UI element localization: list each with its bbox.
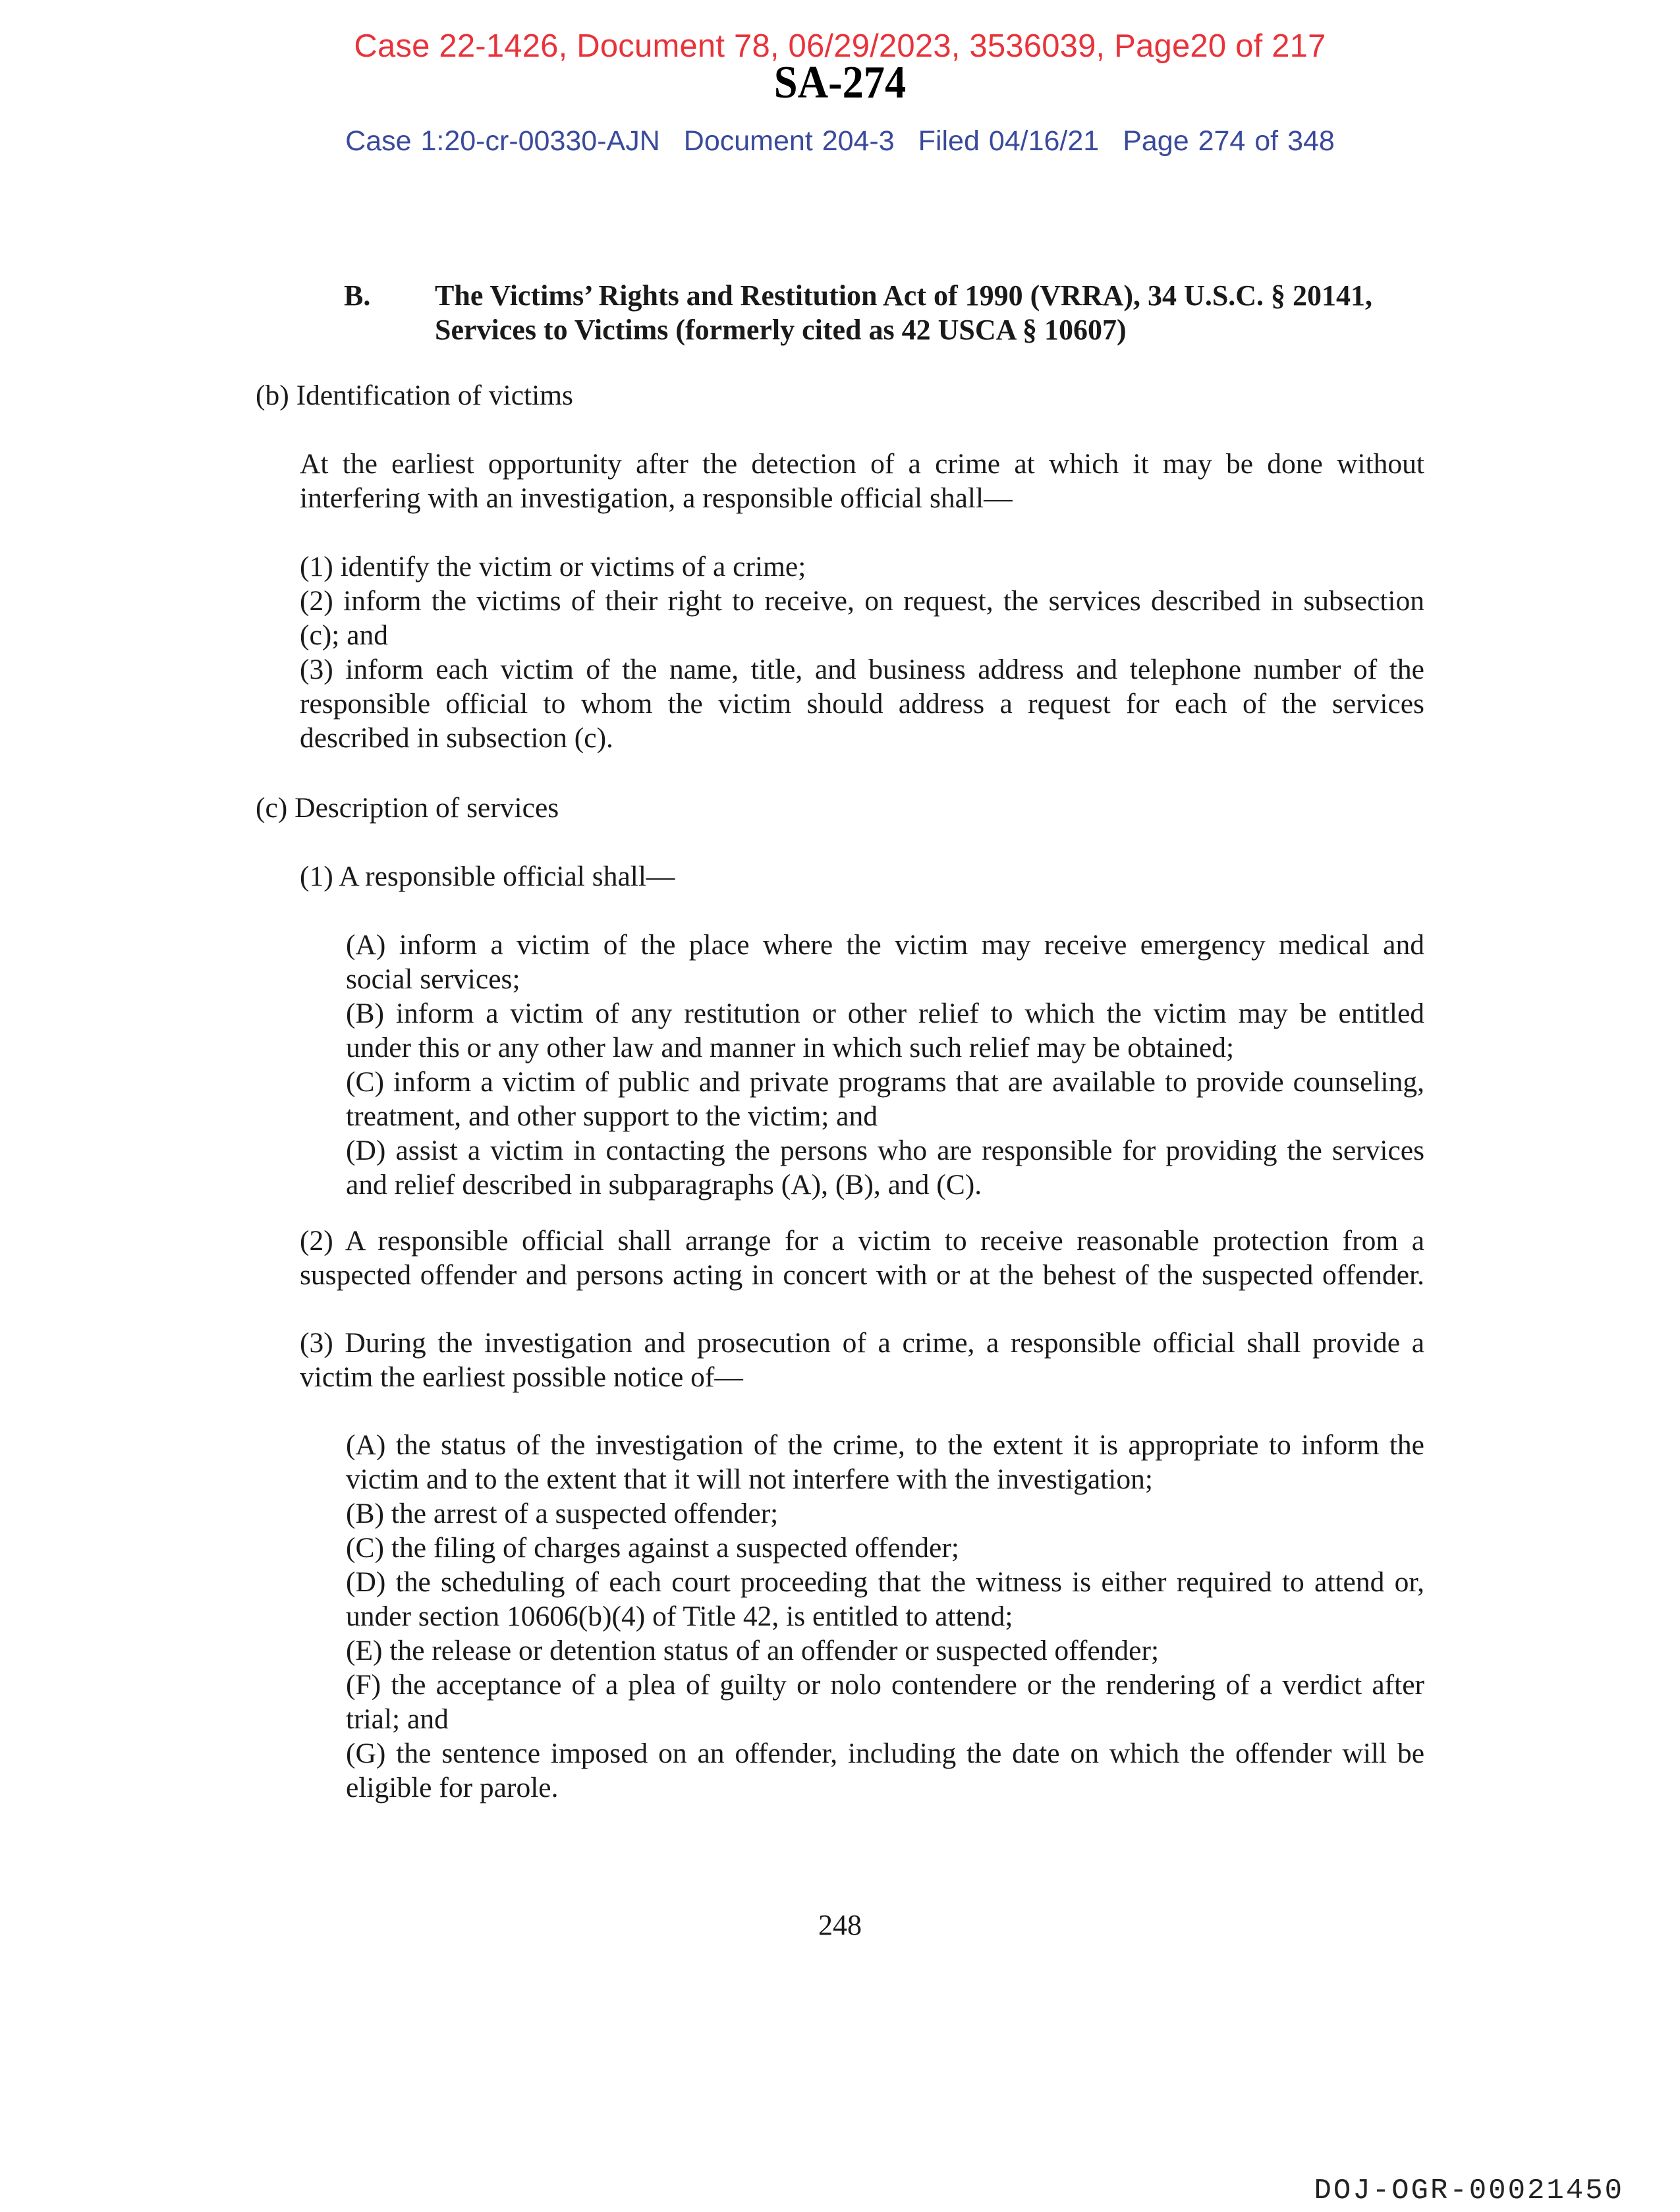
list-item-D-cont: and relief described in subparagraphs (A), (B), and (C).	[346, 1169, 982, 1201]
paragraph-c3	[300, 1326, 1424, 1394]
bates-number: DOJ-OGR-00021450	[1314, 2174, 1624, 2207]
text-line: (2) A responsible official shall arrange for a victim to receive reasonable protection from a	[300, 1225, 1424, 1257]
text-line: interfering with an investigation, a responsible official shall—	[300, 482, 1013, 514]
list-item-G-cont: eligible for parole.	[346, 1772, 559, 1803]
paragraph-c1-list	[346, 928, 1424, 1202]
list-item-F: (F) the acceptance of a plea of guilty or nolo contendere or the rendering of a verdict after	[346, 1669, 1424, 1701]
list-item-2: (2) inform the victims of their right to receive, on request, the services described in subsection	[300, 585, 1424, 617]
list-item-C: (C) the filing of charges against a suspected offender;	[346, 1532, 959, 1564]
district-page-count: Page 274 of 348	[1123, 125, 1335, 157]
list-item-A-cont: social services;	[346, 963, 520, 995]
district-case-stamp	[0, 123, 1680, 159]
list-item-3-cont: responsible official to whom the victim should address a request for each of the services	[300, 688, 1424, 720]
page-number: 248	[818, 1909, 862, 1941]
list-item-C-cont: treatment, and other support to the victim; and	[346, 1100, 878, 1132]
heading-title-line-1: The Victims’ Rights and Restitution Act of 1990 (VRRA), 34 U.S.C. § 20141,	[435, 279, 1373, 312]
list-item-C: (C) inform a victim of public and private programs that are available to provide counseling,	[346, 1066, 1424, 1098]
text-line: victim the earliest possible notice of—	[300, 1361, 743, 1393]
subsection-c-label: (c) Description of services	[256, 792, 559, 824]
list-item-3: (3) inform each victim of the name, title, and business address and telephone number of the	[300, 654, 1424, 685]
list-item-1: (1) identify the victim or victims of a crime;	[300, 551, 806, 582]
subsection-b-label: (b) Identification of victims	[256, 380, 573, 411]
list-item-D-cont: under section 10606(b)(4) of Title 42, is entitled to attend;	[346, 1601, 1013, 1632]
district-filed-date: Filed 04/16/21	[918, 125, 1100, 157]
heading-title-line-2: Services to Victims (formerly cited as 42 USCA § 10607)	[435, 314, 1127, 346]
list-item-B-cont: under this or any other law and manner in which such relief may be obtained;	[346, 1032, 1235, 1063]
list-item-D: (D) assist a victim in contacting the persons who are responsible for providing the services	[346, 1135, 1424, 1166]
list-item-D: (D) the scheduling of each court proceeding that the witness is either required to attend or,	[346, 1566, 1424, 1598]
text-line: suspected offender and persons acting in concert with or at the behest of the suspected offender.	[300, 1259, 1424, 1291]
heading-letter: B.	[344, 279, 371, 312]
list-item-G: (G) the sentence imposed on an offender, including the date on which the offender will be	[346, 1738, 1424, 1769]
list-item-2-cont: (c); and	[300, 619, 389, 651]
subsection-b-list	[300, 550, 1424, 755]
list-item-E: (E) the release or detention status of an offender or suspected offender;	[346, 1635, 1160, 1666]
district-document-number: Document 204-3	[683, 125, 895, 157]
section-heading	[344, 279, 1431, 347]
list-item-B: (B) inform a victim of any restitution or other relief to which the victim may be entitled	[346, 998, 1424, 1029]
list-item-F-cont: trial; and	[346, 1703, 449, 1735]
list-item-A: (A) inform a victim of the place where the victim may receive emergency medical and	[346, 929, 1424, 961]
list-item-A-cont: victim and to the extent that it will not interfere with the investigation;	[346, 1463, 1153, 1495]
paragraph-c1-label: (1) A responsible official shall—	[300, 861, 675, 892]
text-line: At the earliest opportunity after the detection of a crime at which it may be done without	[300, 448, 1424, 480]
paragraph-c2	[300, 1224, 1424, 1292]
list-item-A: (A) the status of the investigation of the crime, to the extent it is appropriate to inform the	[346, 1429, 1424, 1461]
list-item-3-cont: described in subsection (c).	[300, 722, 613, 754]
appeal-case-stamp: Case 22-1426, Document 78, 06/29/2023, 3536039, Page20 of 217	[354, 28, 1326, 64]
text-line: (3) During the investigation and prosecution of a crime, a responsible official shall provide a	[300, 1327, 1424, 1359]
sa-page-number: SA-274	[773, 57, 907, 108]
subsection-b-intro	[300, 447, 1424, 515]
district-case-number: Case 1:20-cr-00330-AJN	[345, 125, 660, 157]
paragraph-c3-list	[346, 1428, 1424, 1805]
list-item-B: (B) the arrest of a suspected offender;	[346, 1498, 779, 1529]
